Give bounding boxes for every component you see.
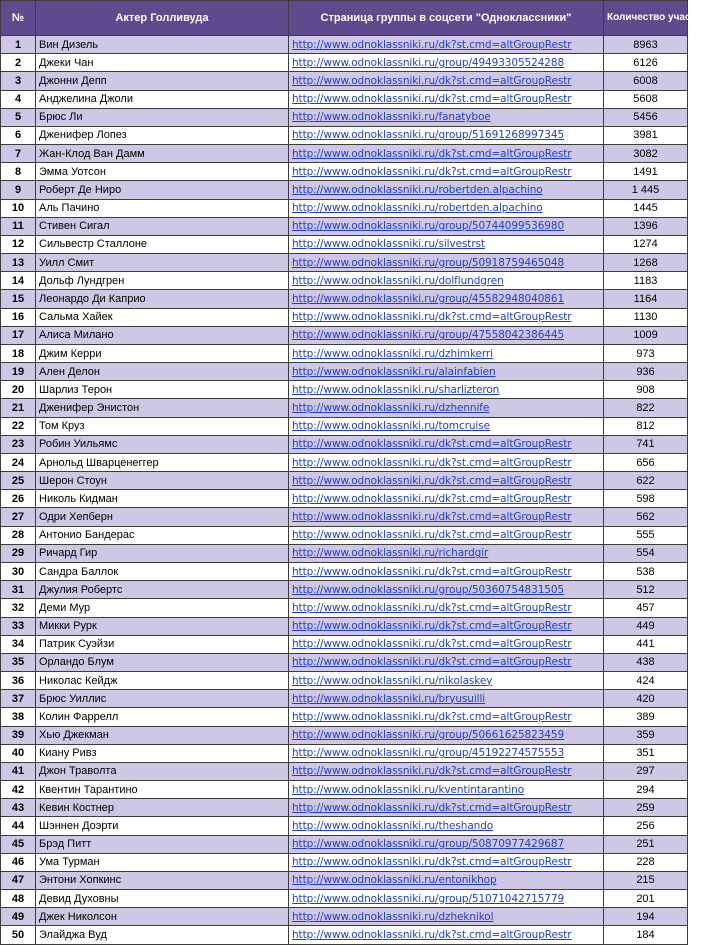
group-link[interactable]: http://www.odnoklassniki.ru/dk?st.cmd=altGroupRestr xyxy=(289,453,604,471)
row-number: 20 xyxy=(1,381,36,399)
row-number: 31 xyxy=(1,581,36,599)
actor-name: Орландо Блум xyxy=(36,653,289,671)
actor-name: Робин Уильямс xyxy=(36,435,289,453)
table-row xyxy=(1,926,688,944)
row-number: 19 xyxy=(1,363,36,381)
table-row xyxy=(1,235,688,253)
actor-name: Микки Рурк xyxy=(36,617,289,635)
member-count: 822 xyxy=(604,399,688,417)
row-number: 5 xyxy=(1,108,36,126)
table-row xyxy=(1,308,688,326)
group-link[interactable]: http://www.odnoklassniki.ru/dk?st.cmd=altGroupRestr xyxy=(289,472,604,490)
table-row xyxy=(1,835,688,853)
group-link[interactable]: http://www.odnoklassniki.ru/dk?st.cmd=altGroupRestr xyxy=(289,508,604,526)
group-link[interactable]: http://www.odnoklassniki.ru/group/50661625823459 xyxy=(289,726,604,744)
member-count: 251 xyxy=(604,835,688,853)
actor-name: Жан-Клод Ван Дамм xyxy=(36,145,289,163)
table-row xyxy=(1,126,688,144)
member-count: 194 xyxy=(604,908,688,926)
actor-name: Том Круз xyxy=(36,417,289,435)
table-row xyxy=(1,581,688,599)
row-number: 28 xyxy=(1,526,36,544)
member-count: 297 xyxy=(604,762,688,780)
table-row xyxy=(1,617,688,635)
table-row xyxy=(1,72,688,90)
table-row xyxy=(1,326,688,344)
actor-name: Киану Ривз xyxy=(36,744,289,762)
member-count: 215 xyxy=(604,871,688,889)
row-number: 48 xyxy=(1,890,36,908)
actor-name: Дольф Лундгрен xyxy=(36,272,289,290)
row-number: 41 xyxy=(1,762,36,780)
row-number: 3 xyxy=(1,72,36,90)
actor-name: Девид Духовны xyxy=(36,890,289,908)
row-number: 14 xyxy=(1,272,36,290)
table-row xyxy=(1,871,688,889)
row-number: 27 xyxy=(1,508,36,526)
row-number: 50 xyxy=(1,926,36,944)
table-row xyxy=(1,417,688,435)
group-link[interactable]: http://www.odnoklassniki.ru/dk?st.cmd=altGroupRestr xyxy=(289,435,604,453)
actor-name: Джон Траволта xyxy=(36,762,289,780)
group-link[interactable]: http://www.odnoklassniki.ru/dk?st.cmd=altGroupRestr xyxy=(289,653,604,671)
actor-name: Ричард Гир xyxy=(36,544,289,562)
group-link[interactable]: http://www.odnoklassniki.ru/group/47558042386445 xyxy=(289,326,604,344)
group-link[interactable]: http://www.odnoklassniki.ru/dk?st.cmd=altGroupRestr xyxy=(289,599,604,617)
row-number: 44 xyxy=(1,817,36,835)
group-link[interactable]: http://www.odnoklassniki.ru/dolflundgren xyxy=(289,272,604,290)
row-number: 8 xyxy=(1,163,36,181)
group-link[interactable]: http://www.odnoklassniki.ru/dk?st.cmd=altGroupRestr xyxy=(289,853,604,871)
group-link[interactable]: http://www.odnoklassniki.ru/group/50918759465048 xyxy=(289,254,604,272)
group-link[interactable]: http://www.odnoklassniki.ru/dk?st.cmd=altGroupRestr xyxy=(289,163,604,181)
member-count: 424 xyxy=(604,672,688,690)
row-number: 32 xyxy=(1,599,36,617)
member-count: 1164 xyxy=(604,290,688,308)
table-row xyxy=(1,90,688,108)
table-row xyxy=(1,453,688,471)
actor-name: Арнольд Шварценеггер xyxy=(36,453,289,471)
table-row xyxy=(1,272,688,290)
group-link[interactable]: http://www.odnoklassniki.ru/tomcruise xyxy=(289,417,604,435)
row-number: 37 xyxy=(1,690,36,708)
group-link[interactable]: http://www.odnoklassniki.ru/dk?st.cmd=altGroupRestr xyxy=(289,490,604,508)
group-link[interactable]: http://www.odnoklassniki.ru/dk?st.cmd=altGroupRestr xyxy=(289,308,604,326)
header-number: № xyxy=(1,1,36,36)
row-number: 25 xyxy=(1,472,36,490)
row-number: 26 xyxy=(1,490,36,508)
member-count: 656 xyxy=(604,453,688,471)
member-count: 449 xyxy=(604,617,688,635)
member-count: 562 xyxy=(604,508,688,526)
row-number: 24 xyxy=(1,453,36,471)
group-link[interactable]: http://www.odnoklassniki.ru/dk?st.cmd=altGroupRestr xyxy=(289,562,604,580)
row-number: 10 xyxy=(1,199,36,217)
member-count: 351 xyxy=(604,744,688,762)
actor-name: Брюс Ли xyxy=(36,108,289,126)
group-link[interactable]: http://www.odnoklassniki.ru/alainfabien xyxy=(289,363,604,381)
group-link[interactable]: http://www.odnoklassniki.ru/dk?st.cmd=altGroupRestr xyxy=(289,36,604,54)
table-row xyxy=(1,690,688,708)
group-link[interactable]: http://www.odnoklassniki.ru/group/51071042715779 xyxy=(289,890,604,908)
row-number: 49 xyxy=(1,908,36,926)
table-row xyxy=(1,562,688,580)
group-link[interactable]: http://www.odnoklassniki.ru/bryusuilli xyxy=(289,690,604,708)
member-count: 1396 xyxy=(604,217,688,235)
actor-name: Аль Пачино xyxy=(36,199,289,217)
actor-name: Джек Николсон xyxy=(36,908,289,926)
member-count: 3981 xyxy=(604,126,688,144)
header-group-page: Страница группы в соцсети "Одноклассники" xyxy=(289,1,604,36)
table-row xyxy=(1,435,688,453)
member-count: 6126 xyxy=(604,54,688,72)
actor-name: Сандра Баллок xyxy=(36,562,289,580)
table-row xyxy=(1,290,688,308)
actor-name: Джеки Чан xyxy=(36,54,289,72)
actor-name: Шерон Стоун xyxy=(36,472,289,490)
table-row xyxy=(1,853,688,871)
member-count: 5456 xyxy=(604,108,688,126)
row-number: 15 xyxy=(1,290,36,308)
table-row xyxy=(1,726,688,744)
actor-name: Джонни Депп xyxy=(36,72,289,90)
member-count: 1183 xyxy=(604,272,688,290)
actor-name: Брюс Уиллис xyxy=(36,690,289,708)
member-count: 441 xyxy=(604,635,688,653)
member-count: 389 xyxy=(604,708,688,726)
actor-name: Эмма Уотсон xyxy=(36,163,289,181)
actor-name: Стивен Сигал xyxy=(36,217,289,235)
table-row xyxy=(1,708,688,726)
table-row xyxy=(1,799,688,817)
row-number: 42 xyxy=(1,781,36,799)
group-link[interactable]: http://www.odnoklassniki.ru/entonikhop xyxy=(289,871,604,889)
actor-name: Одри Хепберн xyxy=(36,508,289,526)
member-count: 1445 xyxy=(604,199,688,217)
group-link[interactable]: http://www.odnoklassniki.ru/group/49493305524288 xyxy=(289,54,604,72)
table-row xyxy=(1,817,688,835)
row-number: 1 xyxy=(1,36,36,54)
member-count: 622 xyxy=(604,472,688,490)
actor-name: Деми Мур xyxy=(36,599,289,617)
member-count: 1491 xyxy=(604,163,688,181)
table-row xyxy=(1,526,688,544)
actor-name: Элайджа Вуд xyxy=(36,926,289,944)
group-link[interactable]: http://www.odnoklassniki.ru/group/45582948040861 xyxy=(289,290,604,308)
table-header-row xyxy=(1,1,688,36)
actor-name: Шарлиз Терон xyxy=(36,381,289,399)
group-link[interactable]: http://www.odnoklassniki.ru/nikolaskey xyxy=(289,672,604,690)
group-link[interactable]: http://www.odnoklassniki.ru/dk?st.cmd=altGroupRestr xyxy=(289,926,604,944)
table-row xyxy=(1,399,688,417)
group-link[interactable]: http://www.odnoklassniki.ru/kventintarantino xyxy=(289,781,604,799)
actor-name: Антонио Бандерас xyxy=(36,526,289,544)
member-count: 259 xyxy=(604,799,688,817)
actor-name: Хью Джекман xyxy=(36,726,289,744)
table-row xyxy=(1,544,688,562)
row-number: 40 xyxy=(1,744,36,762)
actor-name: Дженифер Энистон xyxy=(36,399,289,417)
table-row xyxy=(1,217,688,235)
row-number: 7 xyxy=(1,145,36,163)
table-row xyxy=(1,363,688,381)
member-count: 1009 xyxy=(604,326,688,344)
table-row xyxy=(1,254,688,272)
table-row xyxy=(1,36,688,54)
actor-name: Патрик Суэйзи xyxy=(36,635,289,653)
member-count: 973 xyxy=(604,344,688,362)
group-link[interactable]: http://www.odnoklassniki.ru/dk?st.cmd=altGroupRestr xyxy=(289,762,604,780)
row-number: 38 xyxy=(1,708,36,726)
table-row xyxy=(1,890,688,908)
group-link[interactable]: http://www.odnoklassniki.ru/dzhimkerri xyxy=(289,344,604,362)
actor-name: Кевин Костнер xyxy=(36,799,289,817)
row-number: 45 xyxy=(1,835,36,853)
row-number: 2 xyxy=(1,54,36,72)
member-count: 184 xyxy=(604,926,688,944)
member-count: 201 xyxy=(604,890,688,908)
table-row xyxy=(1,672,688,690)
member-count: 936 xyxy=(604,363,688,381)
member-count: 438 xyxy=(604,653,688,671)
group-link[interactable]: http://www.odnoklassniki.ru/group/50360754831505 xyxy=(289,581,604,599)
table-row xyxy=(1,163,688,181)
header-actor: Актер Голливуда xyxy=(36,1,289,36)
member-count: 8963 xyxy=(604,36,688,54)
actor-name: Брэд Питт xyxy=(36,835,289,853)
member-count: 1274 xyxy=(604,235,688,253)
group-link[interactable]: http://www.odnoklassniki.ru/dk?st.cmd=altGroupRestr xyxy=(289,90,604,108)
group-link[interactable]: http://www.odnoklassniki.ru/dzhennife xyxy=(289,399,604,417)
member-count: 1130 xyxy=(604,308,688,326)
group-link[interactable]: http://www.odnoklassniki.ru/group/51691268997345 xyxy=(289,126,604,144)
table-row xyxy=(1,744,688,762)
member-count: 1 445 xyxy=(604,181,688,199)
actor-name: Дженифер Лопез xyxy=(36,126,289,144)
member-count: 812 xyxy=(604,417,688,435)
group-link[interactable]: http://www.odnoklassniki.ru/dk?st.cmd=altGroupRestr xyxy=(289,635,604,653)
actor-name: Уилл Смит xyxy=(36,254,289,272)
group-link[interactable]: http://www.odnoklassniki.ru/group/50744099536980 xyxy=(289,217,604,235)
actor-name: Леонардо Ди Каприо xyxy=(36,290,289,308)
group-link[interactable]: http://www.odnoklassniki.ru/sharlizteron xyxy=(289,381,604,399)
actor-name: Ален Делон xyxy=(36,363,289,381)
member-count: 512 xyxy=(604,581,688,599)
table-row xyxy=(1,199,688,217)
table-row xyxy=(1,54,688,72)
table-row xyxy=(1,381,688,399)
row-number: 46 xyxy=(1,853,36,871)
header-member-count: Количество участников xyxy=(604,1,688,36)
row-number: 33 xyxy=(1,617,36,635)
row-number: 35 xyxy=(1,653,36,671)
actor-name: Николас Кейдж xyxy=(36,672,289,690)
member-count: 6008 xyxy=(604,72,688,90)
group-link[interactable]: http://www.odnoklassniki.ru/dk?st.cmd=altGroupRestr xyxy=(289,708,604,726)
group-link[interactable]: http://www.odnoklassniki.ru/dk?st.cmd=altGroupRestr xyxy=(289,145,604,163)
row-number: 12 xyxy=(1,235,36,253)
actor-name: Сильвестр Сталлоне xyxy=(36,235,289,253)
table-row xyxy=(1,472,688,490)
group-link[interactable]: http://www.odnoklassniki.ru/fanatyboe xyxy=(289,108,604,126)
actor-name: Анджелина Джоли xyxy=(36,90,289,108)
table-row xyxy=(1,762,688,780)
actor-name: Шэннен Доэрти xyxy=(36,817,289,835)
table-row xyxy=(1,653,688,671)
member-count: 420 xyxy=(604,690,688,708)
row-number: 18 xyxy=(1,344,36,362)
group-link[interactable]: http://www.odnoklassniki.ru/silvestrst xyxy=(289,235,604,253)
member-count: 908 xyxy=(604,381,688,399)
table-body xyxy=(1,36,688,945)
row-number: 6 xyxy=(1,126,36,144)
actor-name: Николь Кидман xyxy=(36,490,289,508)
row-number: 23 xyxy=(1,435,36,453)
actor-name: Вин Дизель xyxy=(36,36,289,54)
group-link[interactable]: http://www.odnoklassniki.ru/dzheknikol xyxy=(289,908,604,926)
row-number: 4 xyxy=(1,90,36,108)
row-number: 9 xyxy=(1,181,36,199)
group-link[interactable]: http://www.odnoklassniki.ru/robertden.alpachino xyxy=(289,199,604,217)
row-number: 16 xyxy=(1,308,36,326)
row-number: 17 xyxy=(1,326,36,344)
table-row xyxy=(1,145,688,163)
table-row xyxy=(1,908,688,926)
actor-name: Джим Керри xyxy=(36,344,289,362)
group-link[interactable]: http://www.odnoklassniki.ru/theshando xyxy=(289,817,604,835)
row-number: 43 xyxy=(1,799,36,817)
group-link[interactable]: http://www.odnoklassniki.ru/robertden.alpachino xyxy=(289,181,604,199)
member-count: 741 xyxy=(604,435,688,453)
table-row xyxy=(1,490,688,508)
member-count: 554 xyxy=(604,544,688,562)
group-link[interactable]: http://www.odnoklassniki.ru/dk?st.cmd=altGroupRestr xyxy=(289,526,604,544)
group-link[interactable]: http://www.odnoklassniki.ru/group/50870977429687 xyxy=(289,835,604,853)
member-count: 228 xyxy=(604,853,688,871)
actor-name: Колин Фаррелл xyxy=(36,708,289,726)
member-count: 555 xyxy=(604,526,688,544)
table-row xyxy=(1,108,688,126)
row-number: 34 xyxy=(1,635,36,653)
table-row xyxy=(1,344,688,362)
group-link[interactable]: http://www.odnoklassniki.ru/richardgir xyxy=(289,544,604,562)
member-count: 294 xyxy=(604,781,688,799)
actor-name: Квентин Тарантино xyxy=(36,781,289,799)
member-count: 256 xyxy=(604,817,688,835)
member-count: 1268 xyxy=(604,254,688,272)
row-number: 21 xyxy=(1,399,36,417)
actor-name: Джулия Робертс xyxy=(36,581,289,599)
group-link[interactable]: http://www.odnoklassniki.ru/dk?st.cmd=altGroupRestr xyxy=(289,617,604,635)
member-count: 598 xyxy=(604,490,688,508)
member-count: 359 xyxy=(604,726,688,744)
row-number: 11 xyxy=(1,217,36,235)
group-link[interactable]: http://www.odnoklassniki.ru/dk?st.cmd=altGroupRestr xyxy=(289,799,604,817)
actor-name: Роберт Де Ниро xyxy=(36,181,289,199)
row-number: 29 xyxy=(1,544,36,562)
actor-name: Алиса Милано xyxy=(36,326,289,344)
table-row xyxy=(1,635,688,653)
row-number: 36 xyxy=(1,672,36,690)
group-link[interactable]: http://www.odnoklassniki.ru/dk?st.cmd=altGroupRestr xyxy=(289,72,604,90)
actor-name: Ума Турман xyxy=(36,853,289,871)
row-number: 30 xyxy=(1,562,36,580)
row-number: 22 xyxy=(1,417,36,435)
actor-name: Сальма Хайек xyxy=(36,308,289,326)
group-link[interactable]: http://www.odnoklassniki.ru/group/45192274575553 xyxy=(289,744,604,762)
row-number: 47 xyxy=(1,871,36,889)
table-row xyxy=(1,781,688,799)
table-row xyxy=(1,599,688,617)
table-row xyxy=(1,508,688,526)
member-count: 5608 xyxy=(604,90,688,108)
row-number: 39 xyxy=(1,726,36,744)
row-number: 13 xyxy=(1,254,36,272)
member-count: 538 xyxy=(604,562,688,580)
member-count: 457 xyxy=(604,599,688,617)
table-row xyxy=(1,181,688,199)
member-count: 3082 xyxy=(604,145,688,163)
actor-name: Энтони Хопкинс xyxy=(36,871,289,889)
